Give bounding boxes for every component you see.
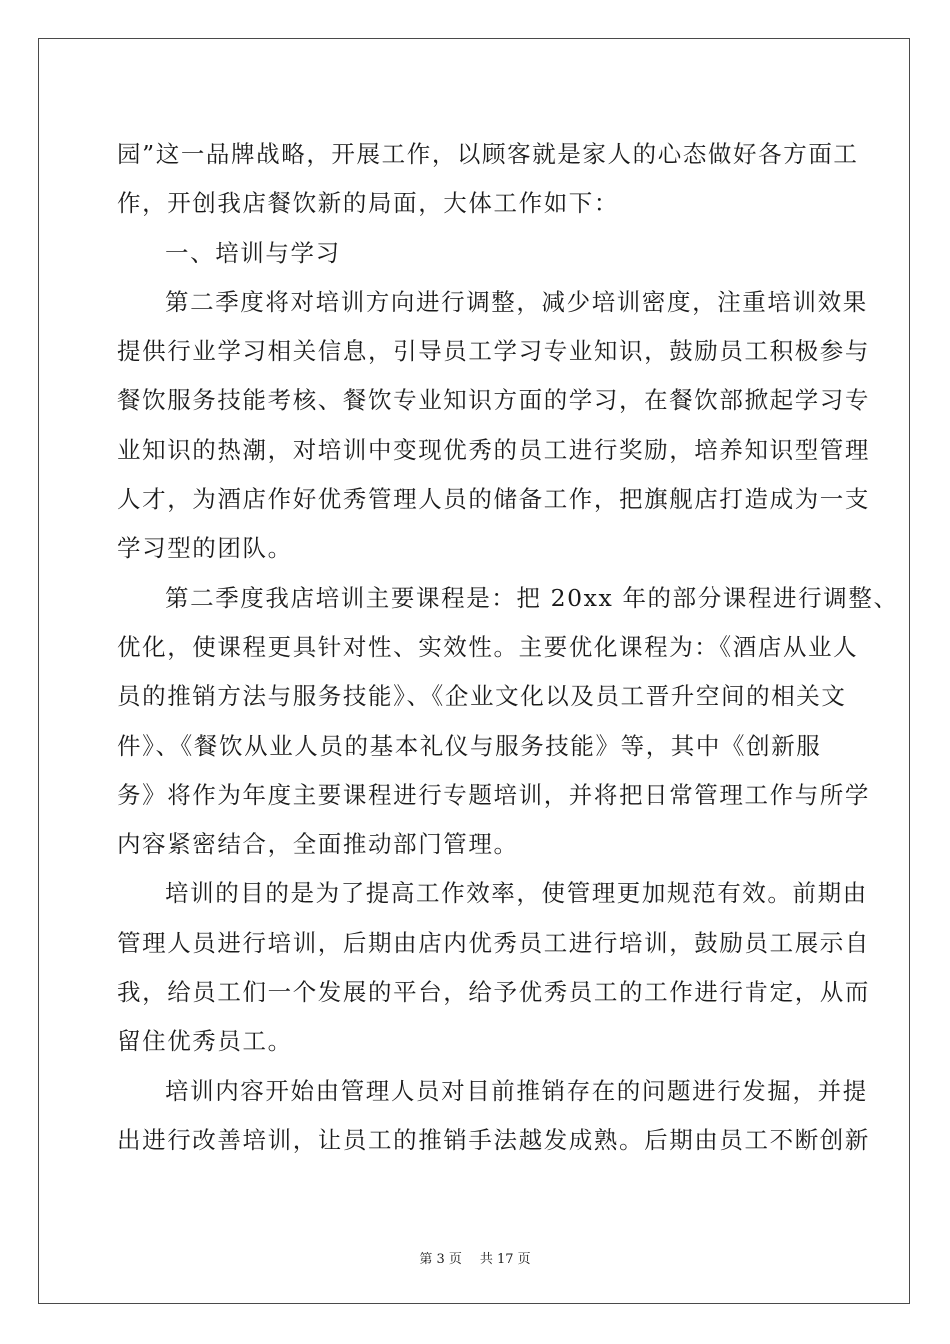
text-line: 学习型的团队。 bbox=[117, 534, 293, 563]
text-line: 作，开创我店餐饮新的局面，大体工作如下： bbox=[117, 189, 619, 218]
text-line: 园”这一品牌战略，开展工作，以顾客就是家人的心态做好各方面工 bbox=[117, 140, 859, 168]
text-line: 培训的目的是为了提高工作效率，使管理更加规范有效。前期由 bbox=[165, 879, 868, 908]
text-line: 业知识的热潮，对培训中变现优秀的员工进行奖励，培养知识型管理 bbox=[117, 435, 870, 464]
text-line: 出进行改善培训，让员工的推销手法越发成熟。后期由员工不断创新 bbox=[117, 1125, 870, 1154]
document-body bbox=[117, 130, 899, 1165]
text-line: 内容紧密结合，全面推动部门管理。 bbox=[117, 830, 519, 859]
text-line: 第二季度将对培训方向进行调整，减少培训密度，注重培训效果 bbox=[165, 287, 868, 316]
page-footer bbox=[0, 1248, 950, 1267]
text-line: 件》、《餐饮从业人员的基本礼仪与服务技能》等，其中《创新服 bbox=[117, 731, 822, 760]
text-line: 第二季度我店培训主要课程是：把 20xx 年的部分课程进行调整、 bbox=[165, 583, 899, 612]
text-line: 务》将作为年度主要课程进行专题培训，并将把日常管理工作与所学 bbox=[117, 780, 870, 809]
text-line: 管理人员进行培训，后期由店内优秀员工进行培训，鼓励员工展示自 bbox=[117, 928, 870, 957]
text-line: 员的推销方法与服务技能》、《企业文化以及员工晋升空间的相关文 bbox=[117, 682, 847, 711]
text-line: 提供行业学习相关信息，引导员工学习专业知识，鼓励员工积极参与 bbox=[117, 337, 870, 366]
text-line: 我，给员工们一个发展的平台，给予优秀员工的工作进行肯定，从而 bbox=[117, 978, 870, 1007]
total-pages: 共 17 页 bbox=[479, 1252, 531, 1267]
text-line: 一、培训与学习 bbox=[165, 238, 341, 267]
text-line: 餐饮服务技能考核、餐饮专业知识方面的学习，在餐饮部掀起学习专 bbox=[117, 386, 870, 415]
text-line: 人才，为酒店作好优秀管理人员的储备工作，把旗舰店打造成为一支 bbox=[117, 485, 870, 514]
page-number: 第 3 页 bbox=[419, 1252, 462, 1267]
text-line: 培训内容开始由管理人员对目前推销存在的问题进行发掘，并提 bbox=[165, 1076, 868, 1105]
text-line: 优化，使课程更具针对性、实效性。主要优化课程为：《酒店从业人 bbox=[117, 632, 859, 661]
text-line: 留住优秀员工。 bbox=[117, 1027, 293, 1056]
